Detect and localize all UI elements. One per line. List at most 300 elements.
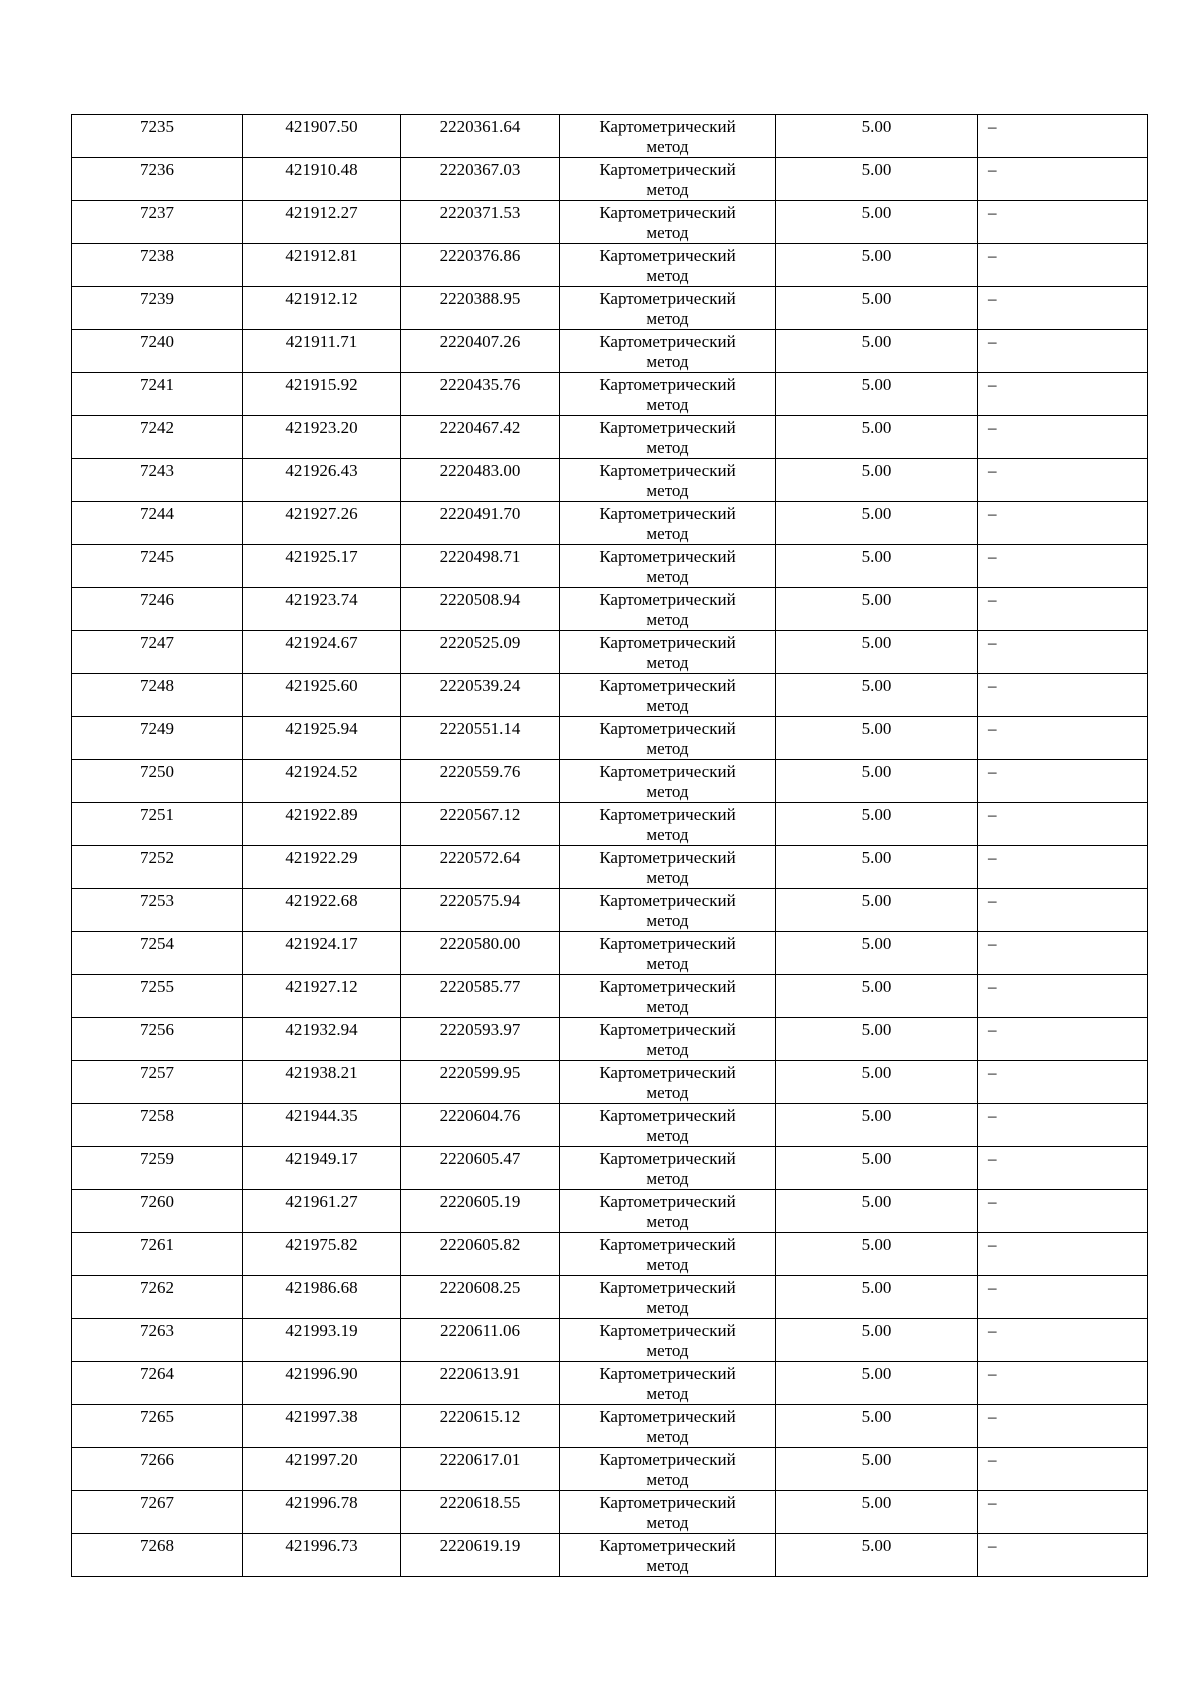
- method-text-line1: Картометрический: [599, 805, 736, 824]
- y-coordinate-cell: 2220525.09: [401, 631, 560, 674]
- y-coordinate-cell: 2220613.91: [401, 1362, 560, 1405]
- method-cell: [560, 545, 776, 588]
- method-text-line1: Картометрический: [599, 203, 736, 222]
- method-cell: [560, 1448, 776, 1491]
- method-text-line2: метод: [646, 395, 689, 414]
- method-text-line2: метод: [646, 825, 689, 844]
- method-cell: [560, 1319, 776, 1362]
- table-row: [72, 1147, 1148, 1190]
- method-text-line2: метод: [646, 481, 689, 500]
- accuracy-cell: 5.00: [776, 803, 978, 846]
- method-text-line2: метод: [646, 223, 689, 242]
- note-cell: –: [978, 1362, 1148, 1405]
- table-row: [72, 502, 1148, 545]
- method-cell: [560, 975, 776, 1018]
- table-row: [72, 1362, 1148, 1405]
- x-coordinate-cell: 421949.17: [243, 1147, 401, 1190]
- method-text-line1: Картометрический: [599, 117, 736, 136]
- point-number-cell: 7257: [72, 1061, 243, 1104]
- table-row: [72, 1018, 1148, 1061]
- method-text-line2: метод: [646, 782, 689, 801]
- note-cell: –: [978, 889, 1148, 932]
- point-number-cell: 7260: [72, 1190, 243, 1233]
- x-coordinate-cell: 421927.26: [243, 502, 401, 545]
- x-coordinate-cell: 421924.52: [243, 760, 401, 803]
- method-text-line1: Картометрический: [599, 1407, 736, 1426]
- method-cell: [560, 588, 776, 631]
- y-coordinate-cell: 2220615.12: [401, 1405, 560, 1448]
- point-number-cell: 7248: [72, 674, 243, 717]
- method-cell: [560, 1061, 776, 1104]
- y-coordinate-cell: 2220617.01: [401, 1448, 560, 1491]
- note-cell: –: [978, 1405, 1148, 1448]
- point-number-cell: 7256: [72, 1018, 243, 1061]
- method-cell: [560, 760, 776, 803]
- point-number-cell: 7241: [72, 373, 243, 416]
- method-text-line2: метод: [646, 696, 689, 715]
- method-text-line1: Картометрический: [599, 289, 736, 308]
- x-coordinate-cell: 421912.27: [243, 201, 401, 244]
- table-row: [72, 1319, 1148, 1362]
- method-cell: [560, 1362, 776, 1405]
- method-text-line1: Картометрический: [599, 848, 736, 867]
- method-cell: [560, 115, 776, 158]
- x-coordinate-cell: 421925.17: [243, 545, 401, 588]
- table-row: [72, 244, 1148, 287]
- x-coordinate-cell: 421910.48: [243, 158, 401, 201]
- method-text-line2: метод: [646, 997, 689, 1016]
- y-coordinate-cell: 2220608.25: [401, 1276, 560, 1319]
- method-cell: [560, 373, 776, 416]
- x-coordinate-cell: 421975.82: [243, 1233, 401, 1276]
- method-text-line1: Картометрический: [599, 590, 736, 609]
- point-number-cell: 7251: [72, 803, 243, 846]
- method-cell: [560, 1190, 776, 1233]
- note-cell: –: [978, 1319, 1148, 1362]
- note-cell: –: [978, 201, 1148, 244]
- x-coordinate-cell: 421961.27: [243, 1190, 401, 1233]
- y-coordinate-cell: 2220467.42: [401, 416, 560, 459]
- method-text-line2: метод: [646, 1513, 689, 1532]
- y-coordinate-cell: 2220580.00: [401, 932, 560, 975]
- method-text-line2: метод: [646, 911, 689, 930]
- y-coordinate-cell: 2220619.19: [401, 1534, 560, 1577]
- method-cell: [560, 1276, 776, 1319]
- point-number-cell: 7236: [72, 158, 243, 201]
- y-coordinate-cell: 2220407.26: [401, 330, 560, 373]
- accuracy-cell: 5.00: [776, 416, 978, 459]
- accuracy-cell: 5.00: [776, 1018, 978, 1061]
- method-text-line2: метод: [646, 1255, 689, 1274]
- x-coordinate-cell: 421915.92: [243, 373, 401, 416]
- method-cell: [560, 244, 776, 287]
- note-cell: –: [978, 975, 1148, 1018]
- point-number-cell: 7245: [72, 545, 243, 588]
- note-cell: –: [978, 846, 1148, 889]
- accuracy-cell: 5.00: [776, 244, 978, 287]
- method-text-line1: Картометрический: [599, 461, 736, 480]
- y-coordinate-cell: 2220435.76: [401, 373, 560, 416]
- x-coordinate-cell: 421912.12: [243, 287, 401, 330]
- point-number-cell: 7238: [72, 244, 243, 287]
- accuracy-cell: 5.00: [776, 1534, 978, 1577]
- y-coordinate-cell: 2220567.12: [401, 803, 560, 846]
- point-number-cell: 7262: [72, 1276, 243, 1319]
- y-coordinate-cell: 2220361.64: [401, 115, 560, 158]
- table-row: [72, 1190, 1148, 1233]
- accuracy-cell: 5.00: [776, 975, 978, 1018]
- note-cell: –: [978, 803, 1148, 846]
- accuracy-cell: 5.00: [776, 1362, 978, 1405]
- point-number-cell: 7242: [72, 416, 243, 459]
- accuracy-cell: 5.00: [776, 1104, 978, 1147]
- note-cell: –: [978, 373, 1148, 416]
- accuracy-cell: 5.00: [776, 760, 978, 803]
- y-coordinate-cell: 2220593.97: [401, 1018, 560, 1061]
- y-coordinate-cell: 2220575.94: [401, 889, 560, 932]
- point-number-cell: 7268: [72, 1534, 243, 1577]
- accuracy-cell: 5.00: [776, 932, 978, 975]
- method-text-line1: Картометрический: [599, 418, 736, 437]
- x-coordinate-cell: 421924.67: [243, 631, 401, 674]
- method-text-line1: Картометрический: [599, 719, 736, 738]
- method-cell: [560, 674, 776, 717]
- accuracy-cell: 5.00: [776, 846, 978, 889]
- method-text-line1: Картометрический: [599, 1149, 736, 1168]
- note-cell: –: [978, 674, 1148, 717]
- x-coordinate-cell: 421925.60: [243, 674, 401, 717]
- method-text-line2: метод: [646, 1212, 689, 1231]
- method-cell: [560, 932, 776, 975]
- method-text-line1: Картометрический: [599, 934, 736, 953]
- table-row: [72, 416, 1148, 459]
- method-cell: [560, 1491, 776, 1534]
- accuracy-cell: 5.00: [776, 1147, 978, 1190]
- table-row: [72, 674, 1148, 717]
- table-row: [72, 115, 1148, 158]
- method-text-line1: Картометрический: [599, 1278, 736, 1297]
- note-cell: –: [978, 1491, 1148, 1534]
- note-cell: –: [978, 1018, 1148, 1061]
- method-cell: [560, 330, 776, 373]
- point-number-cell: 7254: [72, 932, 243, 975]
- method-text-line2: метод: [646, 1341, 689, 1360]
- method-cell: [560, 502, 776, 545]
- method-text-line1: Картометрический: [599, 977, 736, 996]
- accuracy-cell: 5.00: [776, 545, 978, 588]
- table-row: [72, 803, 1148, 846]
- table-row: [72, 846, 1148, 889]
- x-coordinate-cell: 421986.68: [243, 1276, 401, 1319]
- x-coordinate-cell: 421923.74: [243, 588, 401, 631]
- accuracy-cell: 5.00: [776, 1405, 978, 1448]
- y-coordinate-cell: 2220618.55: [401, 1491, 560, 1534]
- table-row: [72, 158, 1148, 201]
- y-coordinate-cell: 2220367.03: [401, 158, 560, 201]
- x-coordinate-cell: 421911.71: [243, 330, 401, 373]
- x-coordinate-cell: 421996.78: [243, 1491, 401, 1534]
- method-text-line1: Картометрический: [599, 375, 736, 394]
- method-text-line2: метод: [646, 1040, 689, 1059]
- table-row: [72, 1276, 1148, 1319]
- accuracy-cell: 5.00: [776, 115, 978, 158]
- method-text-line2: метод: [646, 1169, 689, 1188]
- method-cell: [560, 717, 776, 760]
- note-cell: –: [978, 1448, 1148, 1491]
- accuracy-cell: 5.00: [776, 1319, 978, 1362]
- note-cell: –: [978, 631, 1148, 674]
- method-text-line1: Картометрический: [599, 332, 736, 351]
- y-coordinate-cell: 2220483.00: [401, 459, 560, 502]
- table-row: [72, 1061, 1148, 1104]
- method-text-line2: метод: [646, 137, 689, 156]
- note-cell: –: [978, 287, 1148, 330]
- table-row: [72, 1405, 1148, 1448]
- accuracy-cell: 5.00: [776, 674, 978, 717]
- point-number-cell: 7264: [72, 1362, 243, 1405]
- method-text-line1: Картометрический: [599, 1020, 736, 1039]
- method-text-line2: метод: [646, 1083, 689, 1102]
- accuracy-cell: 5.00: [776, 889, 978, 932]
- table-row: [72, 545, 1148, 588]
- method-cell: [560, 158, 776, 201]
- x-coordinate-cell: 421996.73: [243, 1534, 401, 1577]
- method-cell: [560, 1405, 776, 1448]
- method-cell: [560, 1018, 776, 1061]
- point-number-cell: 7244: [72, 502, 243, 545]
- x-coordinate-cell: 421996.90: [243, 1362, 401, 1405]
- point-number-cell: 7263: [72, 1319, 243, 1362]
- method-text-line1: Картометрический: [599, 633, 736, 652]
- point-number-cell: 7258: [72, 1104, 243, 1147]
- method-cell: [560, 1233, 776, 1276]
- y-coordinate-cell: 2220572.64: [401, 846, 560, 889]
- accuracy-cell: 5.00: [776, 1190, 978, 1233]
- method-cell: [560, 1147, 776, 1190]
- y-coordinate-cell: 2220508.94: [401, 588, 560, 631]
- table-row: [72, 975, 1148, 1018]
- note-cell: –: [978, 1104, 1148, 1147]
- table-row: [72, 330, 1148, 373]
- point-number-cell: 7239: [72, 287, 243, 330]
- method-text-line1: Картометрический: [599, 1235, 736, 1254]
- method-text-line2: метод: [646, 438, 689, 457]
- note-cell: –: [978, 1061, 1148, 1104]
- method-text-line2: метод: [646, 266, 689, 285]
- x-coordinate-cell: 421997.38: [243, 1405, 401, 1448]
- method-text-line1: Картометрический: [599, 1063, 736, 1082]
- x-coordinate-cell: 421997.20: [243, 1448, 401, 1491]
- method-text-line1: Картометрический: [599, 1364, 736, 1383]
- x-coordinate-cell: 421938.21: [243, 1061, 401, 1104]
- note-cell: –: [978, 588, 1148, 631]
- point-number-cell: 7243: [72, 459, 243, 502]
- method-text-line1: Картометрический: [599, 676, 736, 695]
- accuracy-cell: 5.00: [776, 502, 978, 545]
- method-text-line2: метод: [646, 524, 689, 543]
- method-cell: [560, 287, 776, 330]
- x-coordinate-cell: 421925.94: [243, 717, 401, 760]
- x-coordinate-cell: 421922.29: [243, 846, 401, 889]
- point-number-cell: 7246: [72, 588, 243, 631]
- note-cell: –: [978, 717, 1148, 760]
- accuracy-cell: 5.00: [776, 459, 978, 502]
- method-text-line2: метод: [646, 1470, 689, 1489]
- y-coordinate-cell: 2220491.70: [401, 502, 560, 545]
- method-cell: [560, 416, 776, 459]
- accuracy-cell: 5.00: [776, 1233, 978, 1276]
- method-cell: [560, 1534, 776, 1577]
- point-number-cell: 7252: [72, 846, 243, 889]
- method-text-line1: Картометрический: [599, 246, 736, 265]
- method-text-line1: Картометрический: [599, 1321, 736, 1340]
- accuracy-cell: 5.00: [776, 1491, 978, 1534]
- table-row: [72, 459, 1148, 502]
- table-row: [72, 932, 1148, 975]
- note-cell: –: [978, 502, 1148, 545]
- method-cell: [560, 1104, 776, 1147]
- method-cell: [560, 459, 776, 502]
- method-text-line1: Картометрический: [599, 891, 736, 910]
- point-number-cell: 7266: [72, 1448, 243, 1491]
- table-row: [72, 760, 1148, 803]
- x-coordinate-cell: 421993.19: [243, 1319, 401, 1362]
- point-number-cell: 7253: [72, 889, 243, 932]
- point-number-cell: 7259: [72, 1147, 243, 1190]
- point-number-cell: 7237: [72, 201, 243, 244]
- note-cell: –: [978, 244, 1148, 287]
- x-coordinate-cell: 421922.68: [243, 889, 401, 932]
- note-cell: –: [978, 115, 1148, 158]
- y-coordinate-cell: 2220498.71: [401, 545, 560, 588]
- note-cell: –: [978, 932, 1148, 975]
- point-number-cell: 7261: [72, 1233, 243, 1276]
- coordinates-table: [71, 114, 1148, 1577]
- method-text-line2: метод: [646, 739, 689, 758]
- note-cell: –: [978, 1190, 1148, 1233]
- method-text-line2: метод: [646, 1556, 689, 1575]
- accuracy-cell: 5.00: [776, 588, 978, 631]
- y-coordinate-cell: 2220605.82: [401, 1233, 560, 1276]
- point-number-cell: 7249: [72, 717, 243, 760]
- method-text-line1: Картометрический: [599, 1106, 736, 1125]
- method-text-line2: метод: [646, 1427, 689, 1446]
- y-coordinate-cell: 2220611.06: [401, 1319, 560, 1362]
- note-cell: –: [978, 416, 1148, 459]
- accuracy-cell: 5.00: [776, 373, 978, 416]
- method-text-line1: Картометрический: [599, 1493, 736, 1512]
- point-number-cell: 7250: [72, 760, 243, 803]
- point-number-cell: 7240: [72, 330, 243, 373]
- table-row: [72, 588, 1148, 631]
- table-row: [72, 1448, 1148, 1491]
- point-number-cell: 7235: [72, 115, 243, 158]
- coordinates-table-body: [72, 115, 1148, 1577]
- y-coordinate-cell: 2220388.95: [401, 287, 560, 330]
- note-cell: –: [978, 459, 1148, 502]
- x-coordinate-cell: 421923.20: [243, 416, 401, 459]
- method-text-line1: Картометрический: [599, 762, 736, 781]
- note-cell: –: [978, 1276, 1148, 1319]
- y-coordinate-cell: 2220585.77: [401, 975, 560, 1018]
- x-coordinate-cell: 421926.43: [243, 459, 401, 502]
- table-row: [72, 717, 1148, 760]
- accuracy-cell: 5.00: [776, 330, 978, 373]
- y-coordinate-cell: 2220604.76: [401, 1104, 560, 1147]
- note-cell: –: [978, 158, 1148, 201]
- accuracy-cell: 5.00: [776, 158, 978, 201]
- accuracy-cell: 5.00: [776, 1061, 978, 1104]
- table-row: [72, 1534, 1148, 1577]
- table-row: [72, 631, 1148, 674]
- y-coordinate-cell: 2220559.76: [401, 760, 560, 803]
- y-coordinate-cell: 2220376.86: [401, 244, 560, 287]
- accuracy-cell: 5.00: [776, 287, 978, 330]
- table-row: [72, 201, 1148, 244]
- y-coordinate-cell: 2220605.19: [401, 1190, 560, 1233]
- point-number-cell: 7265: [72, 1405, 243, 1448]
- point-number-cell: 7267: [72, 1491, 243, 1534]
- x-coordinate-cell: 421907.50: [243, 115, 401, 158]
- method-text-line1: Картометрический: [599, 1536, 736, 1555]
- note-cell: –: [978, 1233, 1148, 1276]
- method-text-line2: метод: [646, 309, 689, 328]
- method-cell: [560, 631, 776, 674]
- y-coordinate-cell: 2220605.47: [401, 1147, 560, 1190]
- method-text-line1: Картометрический: [599, 160, 736, 179]
- accuracy-cell: 5.00: [776, 631, 978, 674]
- method-text-line2: метод: [646, 567, 689, 586]
- method-text-line2: метод: [646, 868, 689, 887]
- method-text-line2: метод: [646, 180, 689, 199]
- method-cell: [560, 803, 776, 846]
- x-coordinate-cell: 421924.17: [243, 932, 401, 975]
- note-cell: –: [978, 545, 1148, 588]
- y-coordinate-cell: 2220539.24: [401, 674, 560, 717]
- y-coordinate-cell: 2220371.53: [401, 201, 560, 244]
- note-cell: –: [978, 1147, 1148, 1190]
- accuracy-cell: 5.00: [776, 717, 978, 760]
- point-number-cell: 7247: [72, 631, 243, 674]
- table-row: [72, 889, 1148, 932]
- table-row: [72, 1491, 1148, 1534]
- table-row: [72, 1104, 1148, 1147]
- note-cell: –: [978, 1534, 1148, 1577]
- accuracy-cell: 5.00: [776, 1448, 978, 1491]
- method-cell: [560, 846, 776, 889]
- method-text-line2: метод: [646, 1384, 689, 1403]
- method-text-line1: Картометрический: [599, 1192, 736, 1211]
- method-text-line1: Картометрический: [599, 1450, 736, 1469]
- x-coordinate-cell: 421922.89: [243, 803, 401, 846]
- method-text-line1: Картометрический: [599, 504, 736, 523]
- accuracy-cell: 5.00: [776, 1276, 978, 1319]
- table-row: [72, 287, 1148, 330]
- x-coordinate-cell: 421927.12: [243, 975, 401, 1018]
- method-text-line2: метод: [646, 352, 689, 371]
- x-coordinate-cell: 421912.81: [243, 244, 401, 287]
- x-coordinate-cell: 421932.94: [243, 1018, 401, 1061]
- method-text-line2: метод: [646, 1126, 689, 1145]
- method-cell: [560, 201, 776, 244]
- method-text-line2: метод: [646, 1298, 689, 1317]
- y-coordinate-cell: 2220599.95: [401, 1061, 560, 1104]
- accuracy-cell: 5.00: [776, 201, 978, 244]
- x-coordinate-cell: 421944.35: [243, 1104, 401, 1147]
- method-text-line2: метод: [646, 653, 689, 672]
- note-cell: –: [978, 760, 1148, 803]
- note-cell: –: [978, 330, 1148, 373]
